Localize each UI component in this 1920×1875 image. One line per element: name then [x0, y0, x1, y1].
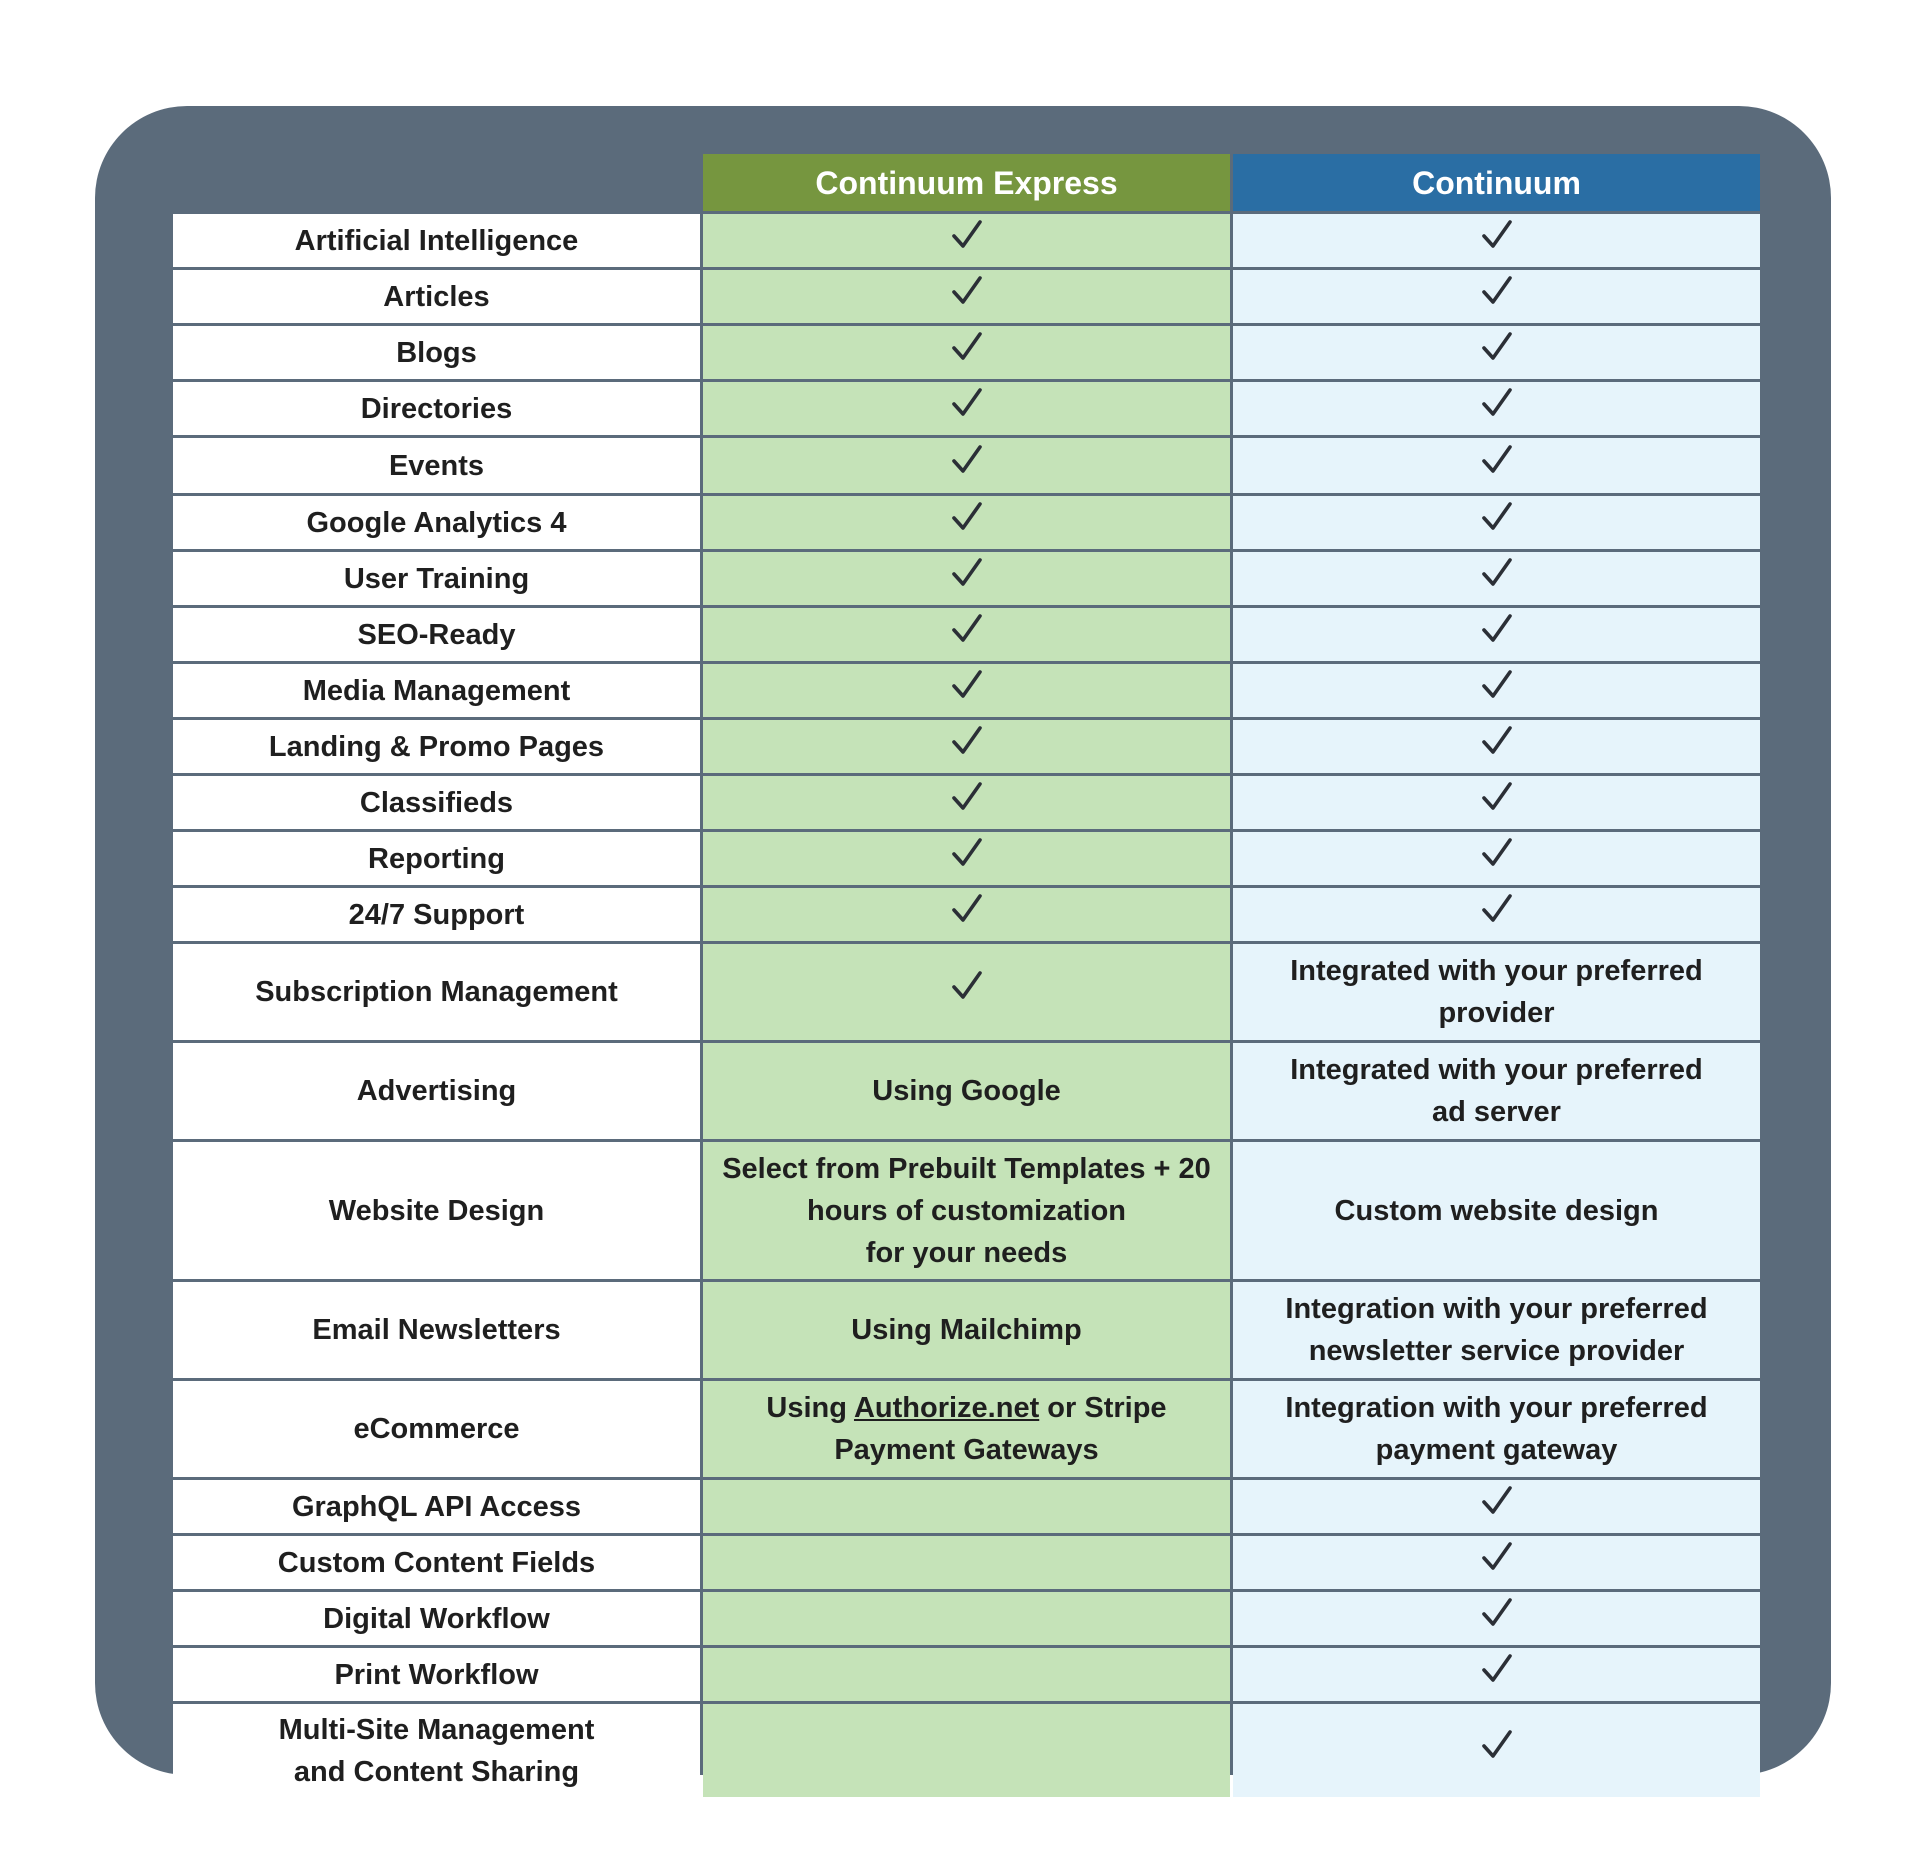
ecommerce-suffix: or Stripe Payment Gateways: [834, 1392, 1167, 1466]
express-value: [703, 496, 1230, 549]
feature-label: Classifieds: [173, 776, 700, 829]
continuum-value-text: Custom website design: [1334, 1194, 1659, 1227]
express-value: [703, 1282, 1230, 1378]
continuum-value: [1233, 1142, 1760, 1279]
checkmark-icon: [950, 500, 984, 546]
express-value: [703, 1704, 1230, 1797]
feature-label: Print Workflow: [173, 1648, 700, 1701]
express-value-text: Using Mailchimp: [851, 1314, 1082, 1346]
continuum-value: [1233, 1536, 1760, 1589]
continuum-value: [1233, 720, 1760, 773]
feature-label: eCommerce: [173, 1381, 700, 1477]
continuum-value: [1233, 1704, 1760, 1797]
continuum-value: [1233, 214, 1760, 267]
feature-label: Multi-Site Management and Content Sharing: [173, 1704, 700, 1797]
continuum-value: [1233, 1381, 1760, 1477]
express-value-text: Select from Prebuilt Templates + 20 hours of customization for your needs: [722, 1152, 1211, 1269]
express-value: [703, 1142, 1230, 1279]
continuum-value: [1233, 608, 1760, 661]
checkmark-icon: [1480, 218, 1514, 264]
continuum-value: [1233, 776, 1760, 829]
checkmark-icon: [950, 218, 984, 264]
feature-label: Articles: [173, 270, 700, 323]
express-value: [703, 888, 1230, 941]
express-value: [703, 326, 1230, 379]
continuum-value: [1233, 888, 1760, 941]
express-value: [703, 552, 1230, 605]
continuum-value: [1233, 1592, 1760, 1645]
checkmark-icon: [1480, 386, 1514, 432]
continuum-value: [1233, 664, 1760, 717]
continuum-value-text: Integrated with your preferred ad server: [1290, 1054, 1703, 1128]
checkmark-icon: [950, 612, 984, 658]
checkmark-icon: [1480, 1596, 1514, 1642]
express-value: [703, 1648, 1230, 1701]
comparison-table: [173, 154, 1760, 1797]
feature-label: Email Newsletters: [173, 1282, 700, 1378]
feature-label: Directories: [173, 382, 700, 435]
express-value-text: [766, 1387, 1166, 1471]
express-value: [703, 1480, 1230, 1533]
feature-label: Artificial Intelligence: [173, 214, 700, 267]
feature-label: Digital Workflow: [173, 1592, 700, 1645]
continuum-value: [1233, 832, 1760, 885]
checkmark-icon: [1480, 612, 1514, 658]
ecommerce-prefix: Using: [766, 1392, 854, 1424]
express-value: [703, 776, 1230, 829]
checkmark-icon: [1480, 836, 1514, 882]
continuum-value: [1233, 326, 1760, 379]
feature-label: Subscription Management: [173, 944, 700, 1040]
express-value: [703, 382, 1230, 435]
checkmark-icon: [950, 443, 984, 489]
checkmark-icon: [1480, 724, 1514, 770]
express-value: [703, 1043, 1230, 1139]
checkmark-icon: [1480, 780, 1514, 826]
express-value: [703, 438, 1230, 493]
continuum-value-text: Integrated with your preferred provider: [1290, 955, 1703, 1029]
authorize-net-link[interactable]: Authorize.net: [853, 1392, 1040, 1424]
express-value: [703, 1536, 1230, 1589]
continuum-value: [1233, 552, 1760, 605]
checkmark-icon: [1480, 556, 1514, 602]
express-value: [703, 608, 1230, 661]
express-value: [703, 720, 1230, 773]
feature-label: Advertising: [173, 1043, 700, 1139]
feature-label: User Training: [173, 552, 700, 605]
express-value: [703, 1592, 1230, 1645]
feature-label: GraphQL API Access: [173, 1480, 700, 1533]
continuum-value-text: Integration with your preferred newsletter service provider: [1285, 1293, 1708, 1367]
checkmark-icon: [950, 724, 984, 770]
header-continuum: Continuum: [1233, 154, 1760, 211]
checkmark-icon: [950, 386, 984, 432]
checkmark-icon: [1480, 274, 1514, 320]
express-value: [703, 664, 1230, 717]
express-value: [703, 1381, 1230, 1477]
checkmark-icon: [950, 274, 984, 320]
feature-label: Blogs: [173, 326, 700, 379]
checkmark-icon: [1480, 1484, 1514, 1530]
continuum-value: [1233, 438, 1760, 493]
checkmark-icon: [950, 969, 984, 1015]
express-value: [703, 270, 1230, 323]
feature-label: Landing & Promo Pages: [173, 720, 700, 773]
checkmark-icon: [950, 556, 984, 602]
header-continuum-express: Continuum Express: [703, 154, 1230, 211]
feature-label: 24/7 Support: [173, 888, 700, 941]
checkmark-icon: [950, 892, 984, 938]
checkmark-icon: [1480, 1540, 1514, 1586]
continuum-value: [1233, 1043, 1760, 1139]
feature-label: Custom Content Fields: [173, 1536, 700, 1589]
continuum-value: [1233, 944, 1760, 1040]
express-value-text: Using Google: [872, 1075, 1061, 1107]
continuum-value: [1233, 270, 1760, 323]
continuum-value: [1233, 1282, 1760, 1378]
continuum-value-text: Integration with your preferred payment gateway: [1285, 1392, 1708, 1466]
feature-label: Website Design: [173, 1142, 700, 1279]
continuum-value: [1233, 496, 1760, 549]
checkmark-icon: [1480, 1652, 1514, 1698]
checkmark-icon: [1480, 668, 1514, 714]
express-value: [703, 832, 1230, 885]
header-corner: [173, 154, 700, 211]
checkmark-icon: [950, 780, 984, 826]
express-value: [703, 944, 1230, 1040]
checkmark-icon: [1480, 443, 1514, 489]
feature-label: SEO-Ready: [173, 608, 700, 661]
checkmark-icon: [950, 330, 984, 376]
checkmark-icon: [950, 668, 984, 714]
express-value: [703, 214, 1230, 267]
checkmark-icon: [950, 836, 984, 882]
feature-label: Reporting: [173, 832, 700, 885]
continuum-value: [1233, 382, 1760, 435]
checkmark-icon: [1480, 1728, 1514, 1774]
checkmark-icon: [1480, 500, 1514, 546]
feature-label: Events: [173, 438, 700, 493]
feature-label: Media Management: [173, 664, 700, 717]
checkmark-icon: [1480, 330, 1514, 376]
continuum-value: [1233, 1648, 1760, 1701]
feature-label: Google Analytics 4: [173, 496, 700, 549]
continuum-value: [1233, 1480, 1760, 1533]
checkmark-icon: [1480, 892, 1514, 938]
